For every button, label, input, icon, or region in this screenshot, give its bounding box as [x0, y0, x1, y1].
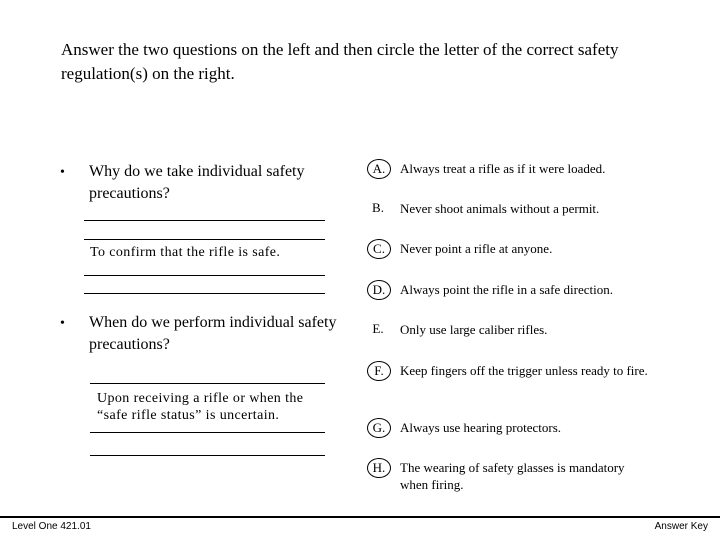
option-letter-h[interactable]: H. [367, 458, 391, 478]
option-text-c: Never point a rifle at anyone. [400, 241, 553, 256]
option-letter-f[interactable]: F. [367, 361, 391, 381]
answer-line [84, 239, 325, 240]
answer-line [90, 432, 325, 433]
option-text-g: Always use hearing protectors. [400, 420, 562, 435]
question-2: When do we perform individual safety precautions? [89, 314, 337, 353]
option-letter-e[interactable]: E. [372, 321, 384, 336]
option-text-d: Always point the rifle in a safe direction. [400, 282, 613, 297]
footer-right: Answer Key [654, 521, 708, 532]
option-text-e: Only use large caliber rifles. [400, 322, 548, 337]
option-text-h: The wearing of safety glasses is mandatory when firing. [400, 460, 625, 492]
answer-line [84, 220, 325, 221]
answer-line [90, 383, 325, 384]
option-letter-a[interactable]: A. [367, 159, 391, 179]
option-letter-g[interactable]: G. [367, 418, 391, 438]
question-1: Why do we take individual safety precautions? [89, 163, 305, 202]
answer-line [84, 293, 325, 294]
bullet-2: • [60, 316, 65, 331]
answer-line [84, 275, 325, 276]
option-text-f: Keep fingers off the trigger unless ready to fire. [400, 363, 648, 378]
option-letter-d[interactable]: D. [367, 280, 391, 300]
option-letter-b[interactable]: B. [372, 200, 384, 215]
instructions: Answer the two questions on the left and then circle the letter of the correct safety regulation(s) on the right. [61, 40, 619, 83]
option-text-a: Always treat a rifle as if it were loaded. [400, 161, 606, 176]
footer-left: Level One 421.01 [12, 521, 91, 532]
option-text-b: Never shoot animals without a permit. [400, 201, 600, 216]
bullet-1: • [60, 165, 65, 180]
answer-1: To confirm that the rifle is safe. [90, 245, 281, 260]
answer-line [90, 455, 325, 456]
footer-rule [0, 516, 720, 518]
option-letter-c[interactable]: C. [367, 239, 391, 259]
answer-2: Upon receiving a rifle or when the “safe rifle status” is uncertain. [97, 391, 304, 423]
